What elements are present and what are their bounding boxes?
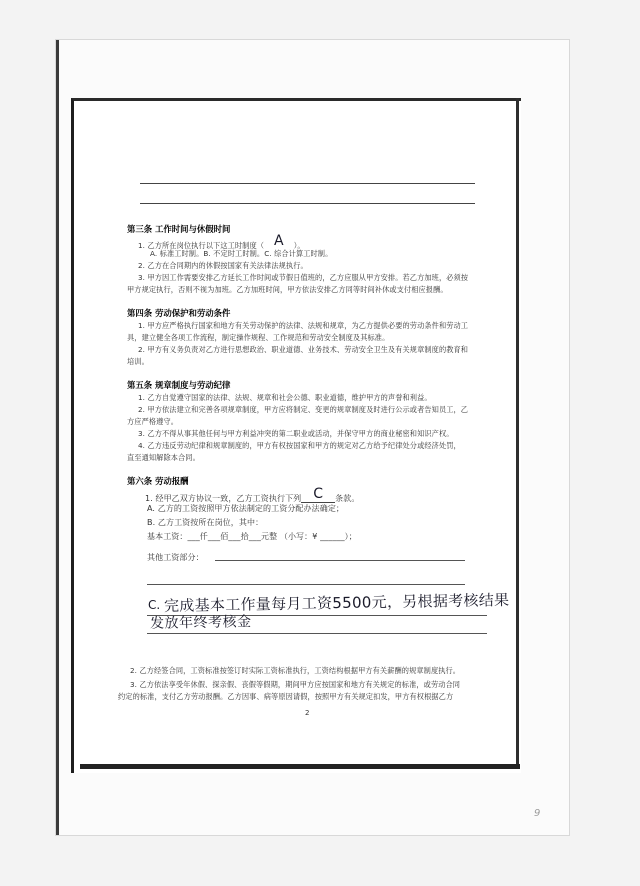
article-3-line-3: 2. 乙方在合同期内的休假按国家有关法律法规执行。 xyxy=(138,261,308,270)
article-6-title: 第六条 劳动报酬 xyxy=(127,476,189,486)
page-edge-right xyxy=(516,98,519,768)
page-edge-bottom xyxy=(80,764,520,769)
article-5-line-5: 4. 乙方违反劳动纪律和规章制度的，甲方有权按国家和甲方的规定对乙方给予纪律处分或经济处罚， xyxy=(138,441,461,450)
article-6-line-8: 约定的标准，支付乙方劳动报酬。乙方因事、病等原因请假，按照甲方有关规定扣发，甲方有权根据乙方 xyxy=(118,692,454,701)
article-3-line-5: 甲方规定执行，否则不视为加班。乙方加班时间，甲方依法安排乙方同等时间补休或支付相应报酬。 xyxy=(127,285,448,294)
ruled-line xyxy=(140,203,475,204)
page-number: 2 xyxy=(305,709,310,717)
fill-line xyxy=(147,633,487,634)
article-4-line-2: 具，建立健全各项工作流程，制定操作规程、工作规范和劳动安全制度及其标准。 xyxy=(127,333,390,342)
pencil-margin-mark: 9 xyxy=(534,808,541,819)
article-3-line-2: A. 标准工时制。B. 不定时工时制。C. 综合计算工时制。 xyxy=(150,249,333,258)
article-4-line-1: 1. 甲方应严格执行国家和地方有关劳动保护的法律、法规和规章，为乙方提供必要的劳动条件和劳动工 xyxy=(138,321,469,330)
article-3-line-1-end: ）。 xyxy=(293,241,305,250)
article-6-line-3: B. 乙方工资按所在岗位，其中： xyxy=(147,518,264,527)
handwritten-answer-a: A xyxy=(274,233,284,249)
article-6-line-5: 其他工资部分： xyxy=(147,553,204,562)
article-6-line-2: A. 乙方的工资按照甲方依法制定的工资分配办法确定； xyxy=(147,504,345,513)
fill-line xyxy=(215,560,465,561)
article-6-line-1-text: 1. 经甲乙双方协议一致，乙方工资执行下列 xyxy=(145,494,302,503)
article-6-line-6: 2. 乙方经签合同，工资标准按签订时实际工资标准执行，工资结构根据甲方有关薪酬的规章制度执行。 xyxy=(130,666,461,675)
handwritten-item-c: C. xyxy=(148,598,161,612)
article-6-line-7: 3. 乙方依法享受年休假、探亲假、丧假等假期，期间甲方应按国家和地方有关规定的标准，或劳动合同 xyxy=(130,680,461,689)
fill-line xyxy=(147,584,465,585)
article-6-line-4: 基本工资：___仟___佰___拾___元整 （小写：¥ ______）； xyxy=(147,532,357,541)
article-3-line-4: 3. 甲方因工作需要安排乙方延长工作时间或节假日值班的，乙方应服从甲方安排。若乙方加班，必须按 xyxy=(138,273,469,282)
article-5-title: 第五条 规章制度与劳动纪律 xyxy=(127,380,231,390)
handwritten-answer-c: C xyxy=(301,486,335,503)
article-5-line-3: 方应严格遵守。 xyxy=(127,417,179,426)
article-3-line-1-text: 1. 乙方所在岗位执行以下这工时制度（ xyxy=(138,241,265,250)
ruled-line xyxy=(140,183,475,184)
article-5-line-4: 3. 乙方不得从事其他任何与甲方利益冲突的第二职业或活动，并保守甲方的商业秘密和知识产权。 xyxy=(138,429,454,438)
article-5-line-6: 直至通知解除本合同。 xyxy=(127,453,200,462)
article-3-title: 第三条 工作时间与休假时间 xyxy=(127,224,231,234)
article-5-line-2: 2. 甲方依法建立和完善各项规章制度，甲方应将制定、变更的规章制度及时进行公示或者告知员工，乙 xyxy=(138,405,469,414)
article-4-line-4: 培训。 xyxy=(127,357,149,366)
article-4-line-3: 2. 甲方有义务负责对乙方进行思想政治、职业道德、业务技术、劳动安全卫生及有关规章制度的教育和 xyxy=(138,345,469,354)
handwritten-salary-note-2: 发放年终考核金 xyxy=(149,614,252,632)
article-4-title: 第四条 劳动保护和劳动条件 xyxy=(127,308,231,318)
handwritten-salary-note-1: 完成基本工作量每月工资5500元，另根据考核结果 xyxy=(163,590,510,616)
article-5-line-1: 1. 乙方自觉遵守国家的法律、法规、规章和社会公德、职业道德，维护甲方的声誉和利益。 xyxy=(138,393,432,402)
article-6-line-1-end: 条款。 xyxy=(335,494,360,503)
